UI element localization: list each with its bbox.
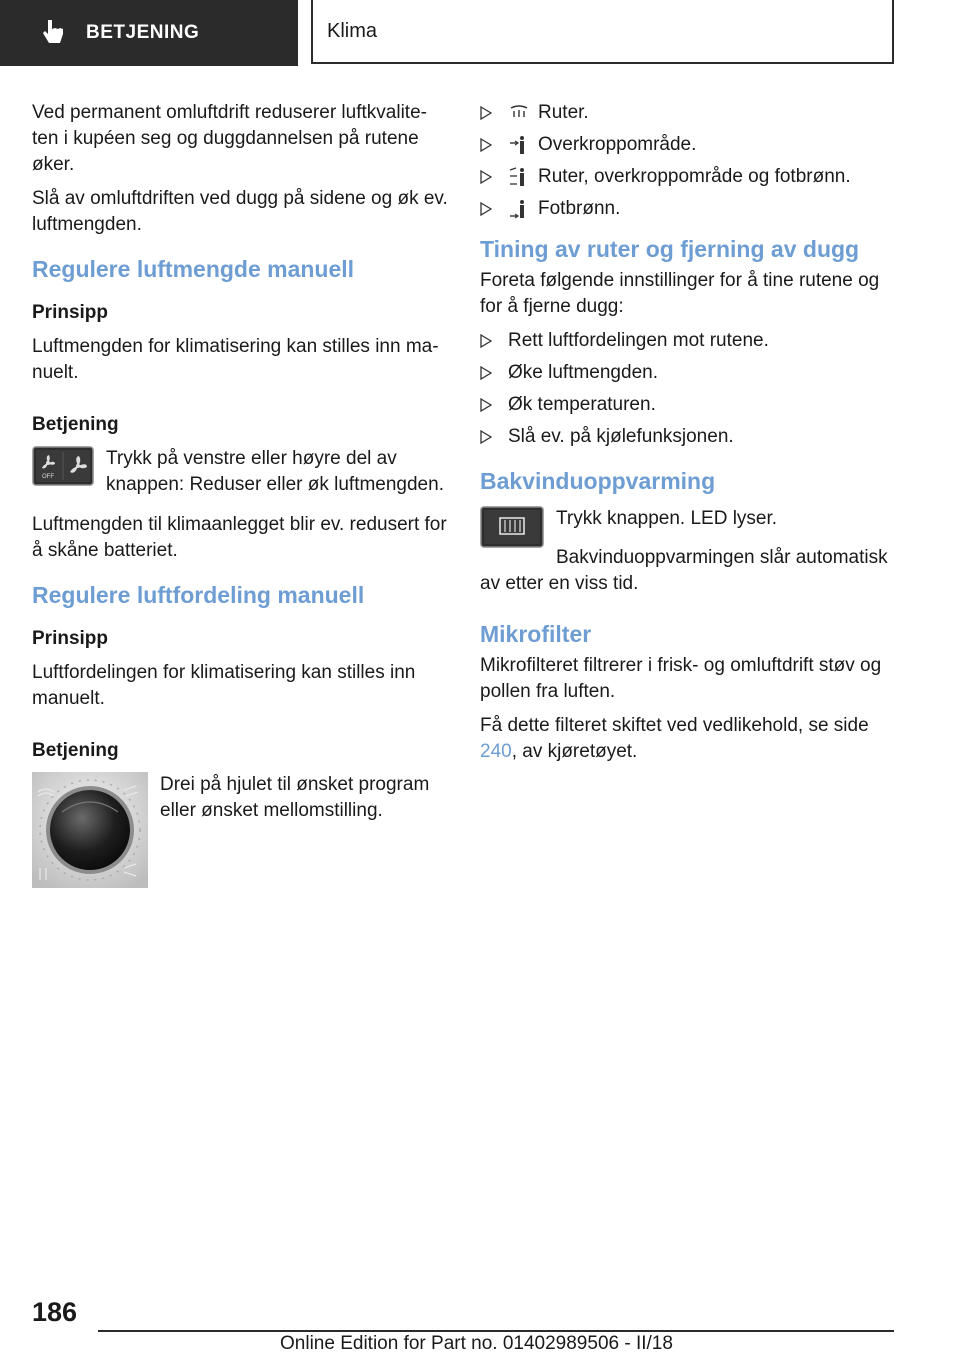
off-label: OFF bbox=[42, 474, 54, 480]
battery-note: Luftmengden til klimaanlegget blir ev. redusert for å skåne batteriet. bbox=[32, 514, 447, 561]
list-item bbox=[480, 424, 892, 450]
subheading-operation-2: Betjening bbox=[32, 740, 119, 761]
microfilter-text-2: Få dette filteret skiftet ved vedlikehold, se side 240, av kjøretøyet. bbox=[480, 715, 869, 762]
subheading-principle: Prinsipp bbox=[32, 302, 109, 323]
step-label: Øk temperaturen. bbox=[508, 394, 656, 415]
triangle-bullet-icon bbox=[480, 202, 492, 216]
triangle-bullet-icon bbox=[480, 334, 492, 348]
principle-text-2: Luftfordelingen for klimatisering kan stilles inn manuelt. bbox=[32, 662, 416, 709]
vent-footwell-icon bbox=[508, 198, 530, 220]
vent-upper-body-icon bbox=[508, 134, 530, 156]
triangle-bullet-icon bbox=[480, 366, 492, 380]
section-heading-defrost: Tining av ruter og fjerning av dugg bbox=[480, 236, 860, 262]
step-label: Slå ev. på kjølefunksjonen. bbox=[508, 426, 734, 447]
dial-text: Drei på hjulet til ønsket program eller ønsket mellomstilling. bbox=[160, 774, 430, 821]
rear-defrost-text-2: Bakvinduoppvarmingen slår automatisk av etter en viss tid. bbox=[480, 547, 888, 594]
rear-defrost-button-image bbox=[480, 506, 544, 553]
operation-text: Trykk på venstre eller høyre del av knappen: Reduser eller øk luftmengden. bbox=[106, 448, 444, 495]
section-heading-rear-defrost: Bakvinduoppvarming bbox=[480, 468, 716, 494]
chapter-tab-label: Klima bbox=[327, 19, 378, 42]
section-heading-air-volume: Regulere luftmengde manuell bbox=[32, 256, 355, 282]
microfilter-text-1: Mikrofilteret filtrerer i frisk- og omluftdrift støv og pollen fra luften. bbox=[480, 655, 882, 702]
list-item bbox=[480, 100, 892, 126]
vent-item-label: Fotbrønn. bbox=[538, 198, 621, 219]
air-distribution-dial-image bbox=[32, 772, 148, 893]
right-column bbox=[480, 100, 892, 773]
triangle-bullet-icon bbox=[480, 170, 492, 184]
vent-item-label: Overkroppområde. bbox=[538, 134, 697, 155]
subheading-principle-2: Prinsipp bbox=[32, 628, 109, 649]
intro-paragraph-1: Ved permanent omluftdrift reduserer luftkvalite-ten i kupéen seg og duggdannelsen på rutene øker. bbox=[32, 102, 427, 175]
page-header bbox=[0, 0, 960, 66]
list-item bbox=[480, 164, 892, 190]
vent-windshield-icon bbox=[508, 102, 530, 124]
intro-paragraph-2: Slå av omluftdriften ved dugg på sidene og øk ev. luftmengden. bbox=[32, 188, 448, 235]
triangle-bullet-icon bbox=[480, 398, 492, 412]
list-item bbox=[480, 360, 892, 386]
section-tab bbox=[0, 0, 298, 66]
footer-edition: Online Edition for Part no. 01402989506 - II/18 bbox=[280, 1333, 673, 1354]
triangle-bullet-icon bbox=[480, 430, 492, 444]
hand-pointer-icon bbox=[40, 18, 66, 48]
defrost-intro: Foreta følgende innstillinger for å tine rutene og for å fjerne dugg: bbox=[480, 270, 880, 317]
operation-block-2 bbox=[32, 772, 448, 893]
list-item bbox=[480, 328, 892, 354]
list-item bbox=[480, 196, 892, 222]
step-label: Rett luftfordelingen mot rutene. bbox=[508, 330, 769, 351]
fan-off-button-image bbox=[32, 446, 94, 491]
subheading-operation: Betjening bbox=[32, 414, 119, 435]
list-item bbox=[480, 392, 892, 418]
chapter-tab bbox=[311, 0, 894, 64]
vent-all-icon bbox=[508, 166, 530, 188]
page-number: 186 bbox=[32, 1297, 78, 1327]
triangle-bullet-icon bbox=[480, 106, 492, 120]
page-link-240[interactable]: 240 bbox=[480, 741, 512, 762]
left-column bbox=[32, 100, 448, 901]
rear-defrost-text-1: Trykk knappen. LED lyser. bbox=[556, 508, 778, 529]
principle-text: Luftmengden for klimatisering kan stilles inn ma-nuelt. bbox=[32, 336, 439, 383]
list-item bbox=[480, 132, 892, 158]
triangle-bullet-icon bbox=[480, 138, 492, 152]
vent-item-label: Ruter, overkroppområde og fotbrønn. bbox=[538, 166, 851, 187]
vent-item-label: Ruter. bbox=[538, 102, 589, 123]
section-tab-label: BETJENING bbox=[86, 22, 200, 43]
section-heading-microfilter: Mikrofilter bbox=[480, 621, 592, 647]
defrost-steps-list bbox=[480, 328, 892, 450]
section-heading-air-distribution: Regulere luftfordeling manuell bbox=[32, 582, 365, 608]
operation-block bbox=[32, 446, 448, 498]
vent-mode-list bbox=[480, 100, 892, 222]
footer-divider bbox=[98, 1330, 894, 1332]
step-label: Øke luftmengden. bbox=[508, 362, 658, 383]
